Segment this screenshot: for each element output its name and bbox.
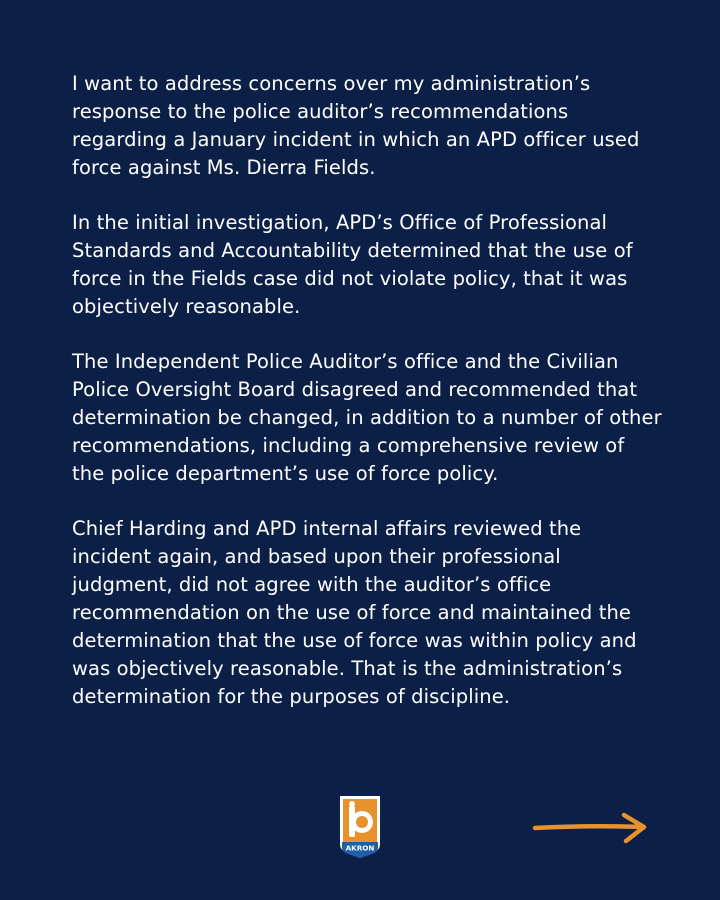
statement-paragraph-2: In the initial investigation, APD’s Office of Professional Standards and Accountability determined that the use of force in the Fields case did not violate policy, that it was objectively reasonable. [72,211,633,318]
statement-paragraph-3: The Independent Police Auditor’s office and the Civilian Police Oversight Board disagreed and recommended that determination be changed, in addition to a number of other recommendations, including a comprehensive review of the police department’s use of force policy. [72,350,662,485]
arrow-right-icon[interactable] [532,810,650,846]
statement-paragraph-1: I want to address concerns over my administration’s response to the police auditor’s recommendations regarding a January incident in which an APD officer used force against Ms. Dierra Fields. [72,72,640,179]
logo-wordmark: AKRON [345,843,375,853]
statement-paragraph-4: Chief Harding and APD internal affairs reviewed the incident again, and based upon their professional judgment, did not agree with the auditor’s office recommendation on the use of force and maintained the determination that the use of force was within policy and was objectively reasonable. That is the administration’s determination for the purposes of discipline. [72,517,637,708]
akron-city-logo-icon [338,794,382,860]
statement-text [72,70,662,738]
